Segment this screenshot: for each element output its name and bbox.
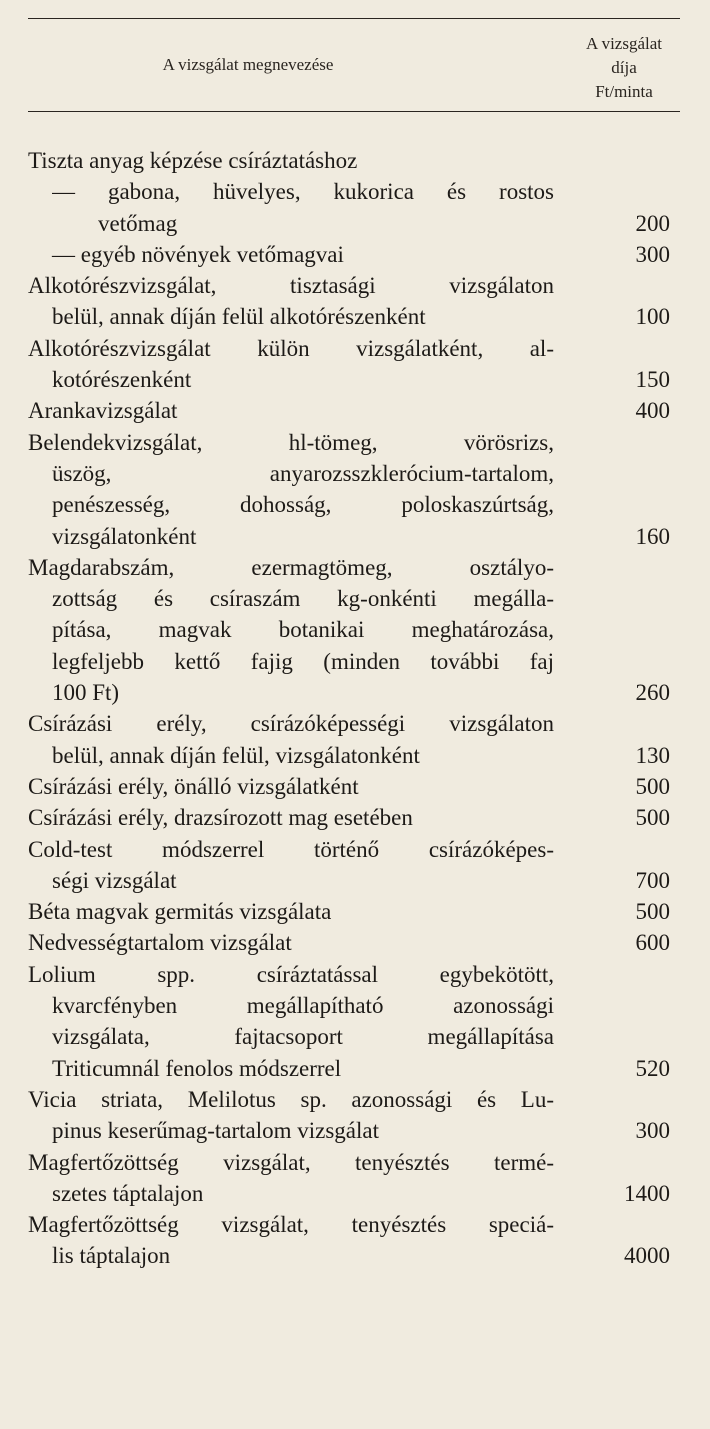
table-row <box>28 740 670 771</box>
test-price: 520 <box>635 1055 670 1081</box>
test-name: Triticumnál fenolos módszerrel <box>52 1055 342 1081</box>
table-row <box>28 1084 670 1115</box>
test-name: 100 Ft) <box>52 680 120 706</box>
test-price: 1400 <box>624 1180 670 1206</box>
test-name: Vicia striata, Melilotus sp. azonossági és Lu- <box>28 1086 554 1112</box>
test-price: 130 <box>635 742 670 768</box>
test-name: Arankavizsgálat <box>28 398 178 424</box>
test-name: Belendekvizsgálat, hl-tömeg, vörösrizs, <box>28 429 554 455</box>
header-price-line3: Ft/minta <box>595 82 653 101</box>
test-name: ségi vizsgálat <box>52 867 177 893</box>
table-row <box>28 427 670 458</box>
test-name: Magfertőzöttség vizsgálat, tenyésztés termé- <box>28 1149 554 1175</box>
test-name: penészesség, dohosság, poloskaszúrtság, <box>52 492 554 518</box>
test-name: Csírázási erély, önálló vizsgálatként <box>28 773 359 799</box>
table-row <box>28 489 670 520</box>
top-rule <box>28 18 680 19</box>
test-name: zottság és csíraszám kg-onkénti megálla- <box>52 586 554 612</box>
test-price: 500 <box>635 805 670 831</box>
test-name: pítása, magvak botanikai meghatározása, <box>52 617 554 643</box>
test-name: lis táptalajon <box>52 1243 171 1269</box>
table-row <box>28 802 670 833</box>
test-price: 200 <box>635 210 670 236</box>
table-row <box>28 1021 670 1052</box>
test-name: Tiszta anyag képzése csíráztatáshoz <box>28 148 358 173</box>
test-price: 300 <box>635 241 670 267</box>
test-price: 260 <box>635 680 670 706</box>
test-name: belül, annak díján felül alkotórészenként <box>52 304 426 330</box>
header-price-line1: A vizsgálat <box>585 34 662 53</box>
test-name: Magdarabszám, ezermagtömeg, osztályo- <box>28 554 554 580</box>
test-name: Magfertőzöttség vizsgálat, tenyésztés speciá- <box>28 1212 554 1238</box>
test-price: 500 <box>635 899 670 925</box>
test-price: 160 <box>635 523 670 549</box>
test-price: 4000 <box>624 1243 670 1269</box>
table-row <box>28 1240 670 1271</box>
test-name: Alkotórészvizsgálat külön vizsgálatként, al- <box>28 335 554 361</box>
table-row <box>28 865 670 896</box>
test-price: 700 <box>635 867 670 893</box>
test-name: Csírázási erély, csírázóképességi vizsgálaton <box>28 711 554 737</box>
table-row <box>28 990 670 1021</box>
test-name: legfeljebb kettő fajig (minden további faj <box>52 648 554 674</box>
table-row <box>28 896 670 927</box>
table-row <box>28 270 670 301</box>
table-row <box>28 521 670 552</box>
test-name: Nedvességtartalom vizsgálat <box>28 930 292 956</box>
test-name: pinus keserűmag-tartalom vizsgálat <box>52 1118 380 1144</box>
table-row <box>28 1209 670 1240</box>
table-row <box>28 333 670 364</box>
header-price-column <box>560 32 688 104</box>
test-price: 400 <box>635 398 670 424</box>
test-name: kvarcfényben megállapítható azonossági <box>52 993 554 1019</box>
test-name: Cold-test módszerrel történő csírázóképes- <box>28 836 554 862</box>
table-row <box>28 834 670 865</box>
test-name: belül, annak díján felül, vizsgálatonként <box>52 742 420 768</box>
table-row <box>28 145 670 176</box>
table-row <box>28 614 670 645</box>
test-price: 100 <box>635 304 670 330</box>
table-row <box>28 301 670 332</box>
table-row <box>28 708 670 739</box>
test-price: 150 <box>635 367 670 393</box>
header-bottom-rule <box>28 111 680 112</box>
table-row <box>28 677 670 708</box>
test-price: 300 <box>635 1118 670 1144</box>
table-row <box>28 646 670 677</box>
table-row <box>28 959 670 990</box>
test-price: 600 <box>635 930 670 956</box>
table-row <box>28 927 670 958</box>
test-name: Csírázási erély, drazsírozott mag esetében <box>28 805 413 831</box>
table-row <box>28 364 670 395</box>
table-row <box>28 1178 670 1209</box>
test-name: üszög, anyarozsszklerócium-tartalom, <box>52 460 554 486</box>
test-name: vizsgálata, fajtacsoport megállapítása <box>52 1024 554 1050</box>
header-name-column: A vizsgálat megnevezése <box>162 55 334 74</box>
table-row <box>28 583 670 614</box>
table-row <box>28 552 670 583</box>
table-row <box>28 395 670 426</box>
table-row <box>28 1053 670 1084</box>
test-name: — gabona, hüvelyes, kukorica és rostos <box>52 179 554 205</box>
test-name: kotórészenként <box>52 367 192 393</box>
test-name: Béta magvak germitás vizsgálata <box>28 899 332 925</box>
test-price: 500 <box>635 773 670 799</box>
table-row <box>28 208 670 239</box>
table-row <box>28 1147 670 1178</box>
table-row <box>28 458 670 489</box>
test-name: szetes táptalajon <box>52 1180 204 1206</box>
test-name: vizsgálatonként <box>52 523 197 549</box>
price-table <box>28 145 670 1272</box>
header-price-line2: díja <box>611 58 637 77</box>
table-row <box>28 771 670 802</box>
test-name: — egyéb növények vetőmagvai <box>52 241 344 267</box>
test-name: Alkotórészvizsgálat, tisztasági vizsgálaton <box>28 273 554 299</box>
table-row <box>28 239 670 270</box>
test-name: Lolium spp. csíráztatással egybekötött, <box>28 961 554 987</box>
test-name: vetőmag <box>98 210 178 236</box>
table-row <box>28 1115 670 1146</box>
table-row <box>28 176 670 207</box>
